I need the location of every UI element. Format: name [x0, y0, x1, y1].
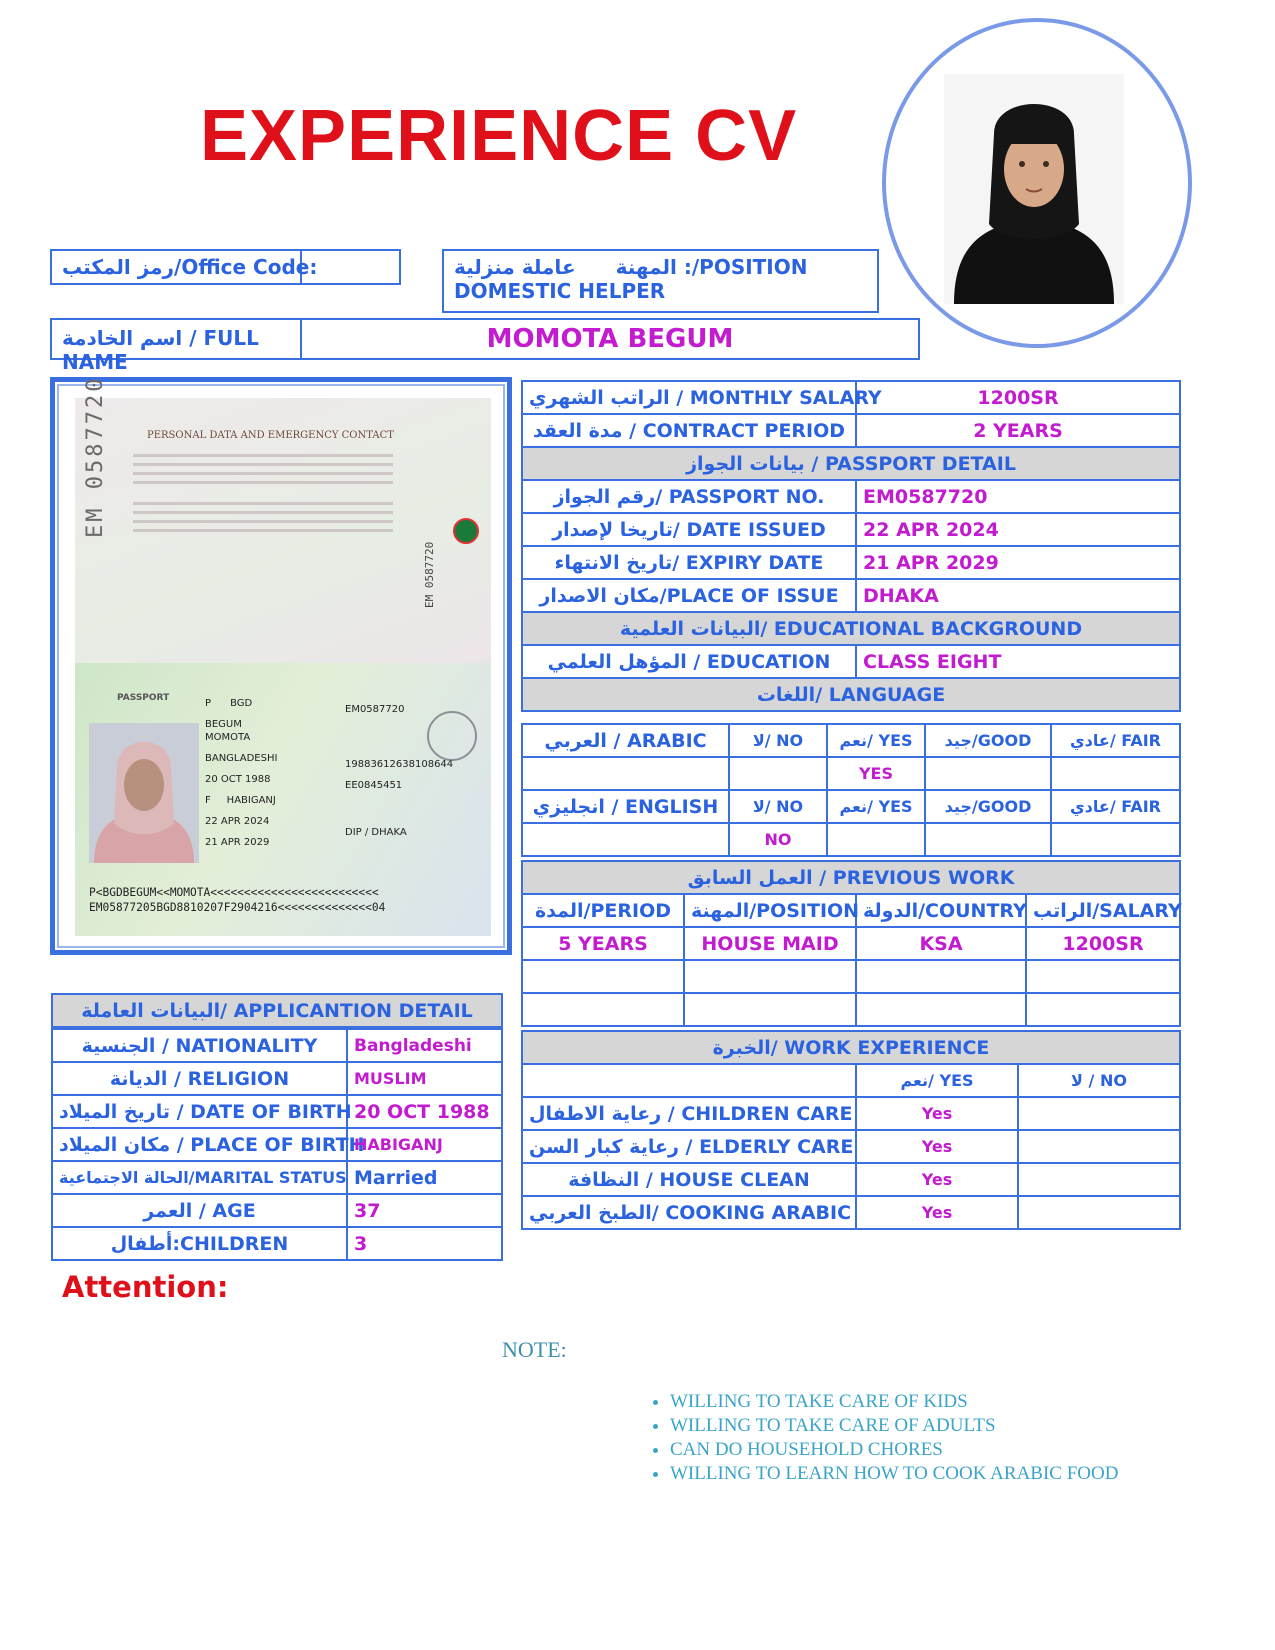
cooking-arabic-yes: Yes — [856, 1196, 1018, 1229]
pw-col-country: الدولة/COUNTRY — [856, 894, 1026, 927]
dob-value: 20 OCT 1988 — [347, 1095, 502, 1128]
lang-col-no: لا/ NO — [729, 724, 827, 757]
language-header: اللغات/ LANGUAGE — [522, 678, 1180, 711]
children-care-yes: Yes — [856, 1097, 1018, 1130]
arabic-fair — [1051, 757, 1180, 790]
full-name-label: اسم الخادمة / FULL NAME — [52, 320, 302, 358]
lang-col-yes: نعم/ YES — [827, 724, 925, 757]
age-value: 37 — [347, 1194, 502, 1227]
passport-no-value: EM0587720 — [856, 480, 1180, 513]
arabic-good — [925, 757, 1051, 790]
children-care-label: رعاية الاطفال / CHILDREN CARE — [522, 1097, 856, 1130]
previous-work-table — [521, 860, 1181, 1027]
elderly-care-label: رعاية كبار السن / ELDERLY CARE — [522, 1130, 856, 1163]
nationality-label: الجنسية / NATIONALITY — [52, 1028, 347, 1062]
contract-value: 2 YEARS — [856, 414, 1180, 447]
education-label: المؤهل العلمي / EDUCATION — [522, 645, 856, 678]
notes-list — [630, 1390, 1118, 1486]
house-clean-yes: Yes — [856, 1163, 1018, 1196]
office-code-value — [302, 251, 399, 283]
cooking-arabic-no — [1018, 1196, 1180, 1229]
work-experience-table — [521, 1030, 1181, 1230]
cooking-arabic-label: الطبخ العربي/ COOKING ARABIC — [522, 1196, 856, 1229]
pw-country: KSA — [856, 927, 1026, 960]
children-value: 3 — [347, 1227, 502, 1260]
lang-col-yes-2: نعم/ YES — [827, 790, 925, 823]
previous-work-header: العمل السابق / PREVIOUS WORK — [522, 861, 1180, 894]
passport-sex: F — [205, 795, 211, 806]
age-label: العمر / AGE — [52, 1194, 347, 1227]
passport-type: P — [205, 698, 212, 709]
pw-period: 5 YEARS — [522, 927, 684, 960]
marital-status-label: الحالة الاجتماعية/MARITAL STATUS — [52, 1161, 347, 1194]
work-experience-header: الخبرة/ WORK EXPERIENCE — [522, 1031, 1180, 1064]
details-table — [521, 380, 1181, 712]
passport-issue-date: 22 APR 2024 — [205, 816, 270, 827]
application-table — [51, 993, 503, 1261]
lang-col-fair: عادي/ FAIR — [1051, 724, 1180, 757]
date-issued-value: 22 APR 2024 — [856, 513, 1180, 546]
applicant-photo — [944, 74, 1124, 304]
lang-col-good-2: جيد/GOOD — [925, 790, 1051, 823]
lang-col-fair-2: عادي/ FAIR — [1051, 790, 1180, 823]
education-value: CLASS EIGHT — [856, 645, 1180, 678]
pw-salary: 1200SR — [1026, 927, 1180, 960]
list-item: • WILLING TO TAKE CARE OF KIDS — [670, 1390, 1118, 1414]
passport-seal-icon — [427, 711, 477, 761]
house-clean-label: النظافة / HOUSE CLEAN — [522, 1163, 856, 1196]
english-good — [925, 823, 1051, 856]
english-yes — [827, 823, 925, 856]
attention-heading: Attention: — [62, 1270, 229, 1304]
pw-position: HOUSE MAID — [684, 927, 856, 960]
office-code-label: رمز المكتب/Office Code: — [52, 251, 302, 283]
position-box — [442, 249, 879, 313]
passport-previous-no: EE0845451 — [345, 780, 403, 791]
note-heading: NOTE: — [502, 1337, 567, 1362]
elderly-care-yes: Yes — [856, 1130, 1018, 1163]
pob-value: HABIGANJ — [347, 1128, 502, 1161]
place-of-issue-value: DHAKA — [856, 579, 1180, 612]
passport-authority: DIP / DHAKA — [345, 827, 407, 838]
expiry-date-label: تاريخ الانتهاء/ EXPIRY DATE — [522, 546, 856, 579]
passport-given-name: MOMOTA — [205, 732, 251, 743]
office-code-row — [50, 249, 401, 285]
salary-value: 1200SR — [856, 381, 1180, 414]
pw-col-salary: الراتب/SALARY — [1026, 894, 1180, 927]
list-item: • WILLING TO LEARN HOW TO COOK ARABIC FOOD — [670, 1462, 1118, 1486]
position-label: المهنة :/POSITION — [615, 255, 808, 279]
english-no: NO — [729, 823, 827, 856]
passport-number: EM0587720 — [345, 704, 405, 715]
position-value: DOMESTIC HELPER — [454, 279, 666, 303]
list-item: • WILLING TO TAKE CARE OF ADULTS — [670, 1414, 1118, 1438]
nationality-value: Bangladeshi — [347, 1028, 502, 1062]
passport-serial-vertical: EM 0587720 — [83, 375, 108, 538]
list-item: • CAN DO HOUSEHOLD CHORES — [670, 1438, 1118, 1462]
passport-detail-header: بيانات الجواز / PASSPORT DETAIL — [522, 447, 1180, 480]
place-of-issue-label: مكان الاصدار/PLACE OF ISSUE — [522, 579, 856, 612]
marital-status-value: Married — [347, 1161, 502, 1194]
pw-empty — [522, 960, 684, 993]
passport-surname: BEGUM — [205, 719, 242, 730]
pw-col-period: المدة/PERIOD — [522, 894, 684, 927]
pob-label: مكان الميلاد / PLACE OF BIRTH — [52, 1128, 347, 1161]
children-label: أطفال:CHILDREN — [52, 1227, 347, 1260]
language-table — [521, 723, 1181, 857]
religion-value: MUSLIM — [347, 1062, 502, 1095]
passport-dob: 20 OCT 1988 — [205, 774, 271, 785]
religion-label: الديانة / RELIGION — [52, 1062, 347, 1095]
position-arabic-value: عاملة منزلية — [454, 255, 576, 279]
passport-page-heading: PERSONAL DATA AND EMERGENCY CONTACT — [147, 430, 394, 441]
english-label: انجليزي / ENGLISH — [522, 790, 729, 823]
children-care-no — [1018, 1097, 1180, 1130]
pw-empty — [522, 993, 684, 1026]
arabic-label: العربي / ARABIC — [522, 724, 729, 757]
arabic-yes: YES — [827, 757, 925, 790]
passport-holder-photo — [89, 723, 199, 863]
passport-no-vertical: EM 0587720 — [423, 541, 436, 608]
salary-label: الراتب الشهري / MONTHLY SALARY — [522, 381, 856, 414]
passport-nationality: BANGLADESHI — [205, 753, 278, 764]
education-header: البيانات العلمية/ EDUCATIONAL BACKGROUND — [522, 612, 1180, 645]
passport-personal-no: 19883612638108644 — [345, 759, 454, 770]
passport-scan — [75, 375, 491, 936]
house-clean-no — [1018, 1163, 1180, 1196]
page-title: EXPERIENCE CV — [200, 96, 798, 176]
passport-pob: HABIGANJ — [226, 795, 276, 806]
dob-label: تاريخ الميلاد / DATE OF BIRTH — [52, 1095, 347, 1128]
photo-frame — [882, 18, 1192, 348]
contract-label: مدة العقد / CONTRACT PERIOD — [522, 414, 856, 447]
arabic-no — [729, 757, 827, 790]
expiry-date-value: 21 APR 2029 — [856, 546, 1180, 579]
passport-mrz: P<BGDBEGUM<<MOMOTA<<<<<<<<<<<<<<<<<<<<<<<<< EM05877205BGD8810207F2904216<<<<<<<<<<<<<<04 — [89, 886, 386, 914]
passport-book-label: PASSPORT — [117, 693, 170, 703]
bangladesh-emblem-icon — [453, 518, 479, 544]
date-issued-label: تاريخا لإصدار/ DATE ISSUED — [522, 513, 856, 546]
we-col-yes: نعم/ YES — [856, 1064, 1018, 1097]
passport-country-code: BGD — [230, 698, 253, 709]
application-header: البيانات العاملة/ APPLICANTION DETAIL — [52, 994, 502, 1028]
elderly-care-no — [1018, 1130, 1180, 1163]
pw-col-position: المهنة/POSITION — [684, 894, 856, 927]
lang-col-no-2: لا/ NO — [729, 790, 827, 823]
lang-col-good: جيد/GOOD — [925, 724, 1051, 757]
full-name-row — [50, 318, 920, 374]
passport-no-label: رقم الجواز/ PASSPORT NO. — [522, 480, 856, 513]
english-fair — [1051, 823, 1180, 856]
we-col-no: لا / NO — [1018, 1064, 1180, 1097]
passport-expiry-date: 21 APR 2029 — [205, 837, 270, 848]
full-name-value: MOMOTA BEGUM — [486, 324, 734, 354]
passport-scan-frame — [50, 377, 512, 955]
